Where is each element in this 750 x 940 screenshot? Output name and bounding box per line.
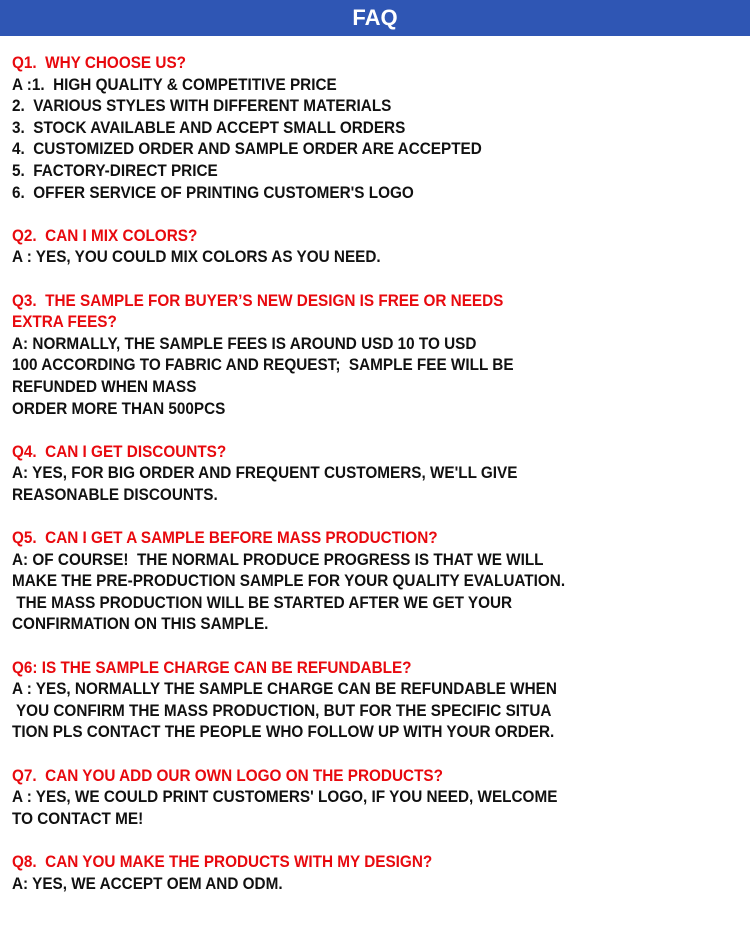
faq-answer-line <box>12 333 627 355</box>
faq-content <box>12 52 627 894</box>
line-text: REFUNDED WHEN MASS <box>12 376 197 396</box>
line-text: CONFIRMATION ON THIS SAMPLE. <box>12 614 269 634</box>
line-text: A : YES, NORMALLY THE SAMPLE CHARGE CAN BE REFUNDABLE WHEN <box>12 679 557 699</box>
faq-answer-line <box>12 95 627 117</box>
faq-answer-line <box>12 592 627 614</box>
line-text: Q7. CAN YOU ADD OUR OWN LOGO ON THE PRODUCTS? <box>12 765 443 785</box>
faq-answer-line <box>12 160 627 182</box>
line-text: TO CONTACT ME! <box>12 808 144 828</box>
line-text: TION PLS CONTACT THE PEOPLE WHO FOLLOW UP WITH YOUR ORDER. <box>12 722 555 742</box>
faq-answer-line <box>12 721 627 743</box>
line-text: MAKE THE PRE-PRODUCTION SAMPLE FOR YOUR QUALITY EVALUATION. <box>12 571 566 591</box>
line-text: Q4. CAN I GET DISCOUNTS? <box>12 441 227 461</box>
faq-question <box>12 527 627 549</box>
line-text: ORDER MORE THAN 500PCS <box>12 398 226 418</box>
faq-answer-line <box>12 74 627 96</box>
spacer <box>12 505 627 527</box>
line-text: 6. OFFER SERVICE OF PRINTING CUSTOMER'S LOGO <box>12 182 414 202</box>
faq-answer-line <box>12 700 627 722</box>
line-text: Q5. CAN I GET A SAMPLE BEFORE MASS PRODUCTION? <box>12 528 438 548</box>
faq-question <box>12 657 627 679</box>
faq-question <box>12 225 627 247</box>
line-text: Q2. CAN I MIX COLORS? <box>12 225 198 245</box>
faq-question <box>12 311 627 333</box>
faq-answer-line <box>12 138 627 160</box>
line-text: A: OF COURSE! THE NORMAL PRODUCE PROGRESS IS THAT WE WILL <box>12 549 544 569</box>
spacer <box>12 203 627 225</box>
line-text: A :1. HIGH QUALITY & COMPETITIVE PRICE <box>12 74 337 94</box>
line-text: Q1. WHY CHOOSE US? <box>12 53 186 72</box>
faq-answer-line <box>12 808 627 830</box>
spacer <box>12 743 627 765</box>
line-text: A: NORMALLY, THE SAMPLE FEES IS AROUND USD 10 TO USD <box>12 333 477 353</box>
faq-answer-line <box>12 549 627 571</box>
line-text: THE MASS PRODUCTION WILL BE STARTED AFTER WE GET YOUR <box>12 592 513 612</box>
faq-answer-line <box>12 117 627 139</box>
line-text: 3. STOCK AVAILABLE AND ACCEPT SMALL ORDERS <box>12 117 406 137</box>
faq-answer-line <box>12 786 627 808</box>
line-text: 4. CUSTOMIZED ORDER AND SAMPLE ORDER ARE ACCEPTED <box>12 139 482 159</box>
line-text: YOU CONFIRM THE MASS PRODUCTION, BUT FOR THE SPECIFIC SITUA <box>12 700 552 720</box>
spacer <box>12 268 627 290</box>
line-text: 5. FACTORY-DIRECT PRICE <box>12 160 218 180</box>
faq-question <box>12 52 627 74</box>
line-text: A : YES, YOU COULD MIX COLORS AS YOU NEED. <box>12 247 381 267</box>
faq-answer-line <box>12 678 627 700</box>
line-text: Q8. CAN YOU MAKE THE PRODUCTS WITH MY DESIGN? <box>12 851 433 871</box>
spacer <box>12 829 627 851</box>
faq-question <box>12 851 627 873</box>
faq-answer-line <box>12 182 627 204</box>
line-text: Q6: IS THE SAMPLE CHARGE CAN BE REFUNDABLE? <box>12 657 412 677</box>
line-text: 2. VARIOUS STYLES WITH DIFFERENT MATERIALS <box>12 96 392 116</box>
faq-answer-line <box>12 570 627 592</box>
faq-answer-line <box>12 462 627 484</box>
line-text: A: YES, FOR BIG ORDER AND FREQUENT CUSTOMERS, WE'LL GIVE <box>12 463 518 483</box>
line-text: 100 ACCORDING TO FABRIC AND REQUEST; SAMPLE FEE WILL BE <box>12 355 514 375</box>
faq-answer-line <box>12 613 627 635</box>
spacer <box>12 419 627 441</box>
faq-answer-line <box>12 484 627 506</box>
faq-answer-line <box>12 398 627 420</box>
faq-answer-line <box>12 246 627 268</box>
line-text: REASONABLE DISCOUNTS. <box>12 484 218 504</box>
faq-answer-line <box>12 873 627 895</box>
faq-question <box>12 290 627 312</box>
faq-answer-line <box>12 376 627 398</box>
line-text: A: YES, WE ACCEPT OEM AND ODM. <box>12 873 283 893</box>
faq-answer-line <box>12 354 627 376</box>
spacer <box>12 635 627 657</box>
faq-header <box>0 0 750 36</box>
line-text: Q3. THE SAMPLE FOR BUYER’S NEW DESIGN IS FREE OR NEEDS <box>12 290 504 310</box>
line-text: EXTRA FEES? <box>12 312 117 332</box>
faq-title: FAQ <box>352 5 398 30</box>
faq-question <box>12 765 627 787</box>
faq-question <box>12 441 627 463</box>
line-text: A : YES, WE COULD PRINT CUSTOMERS' LOGO, IF YOU NEED, WELCOME <box>12 787 558 807</box>
